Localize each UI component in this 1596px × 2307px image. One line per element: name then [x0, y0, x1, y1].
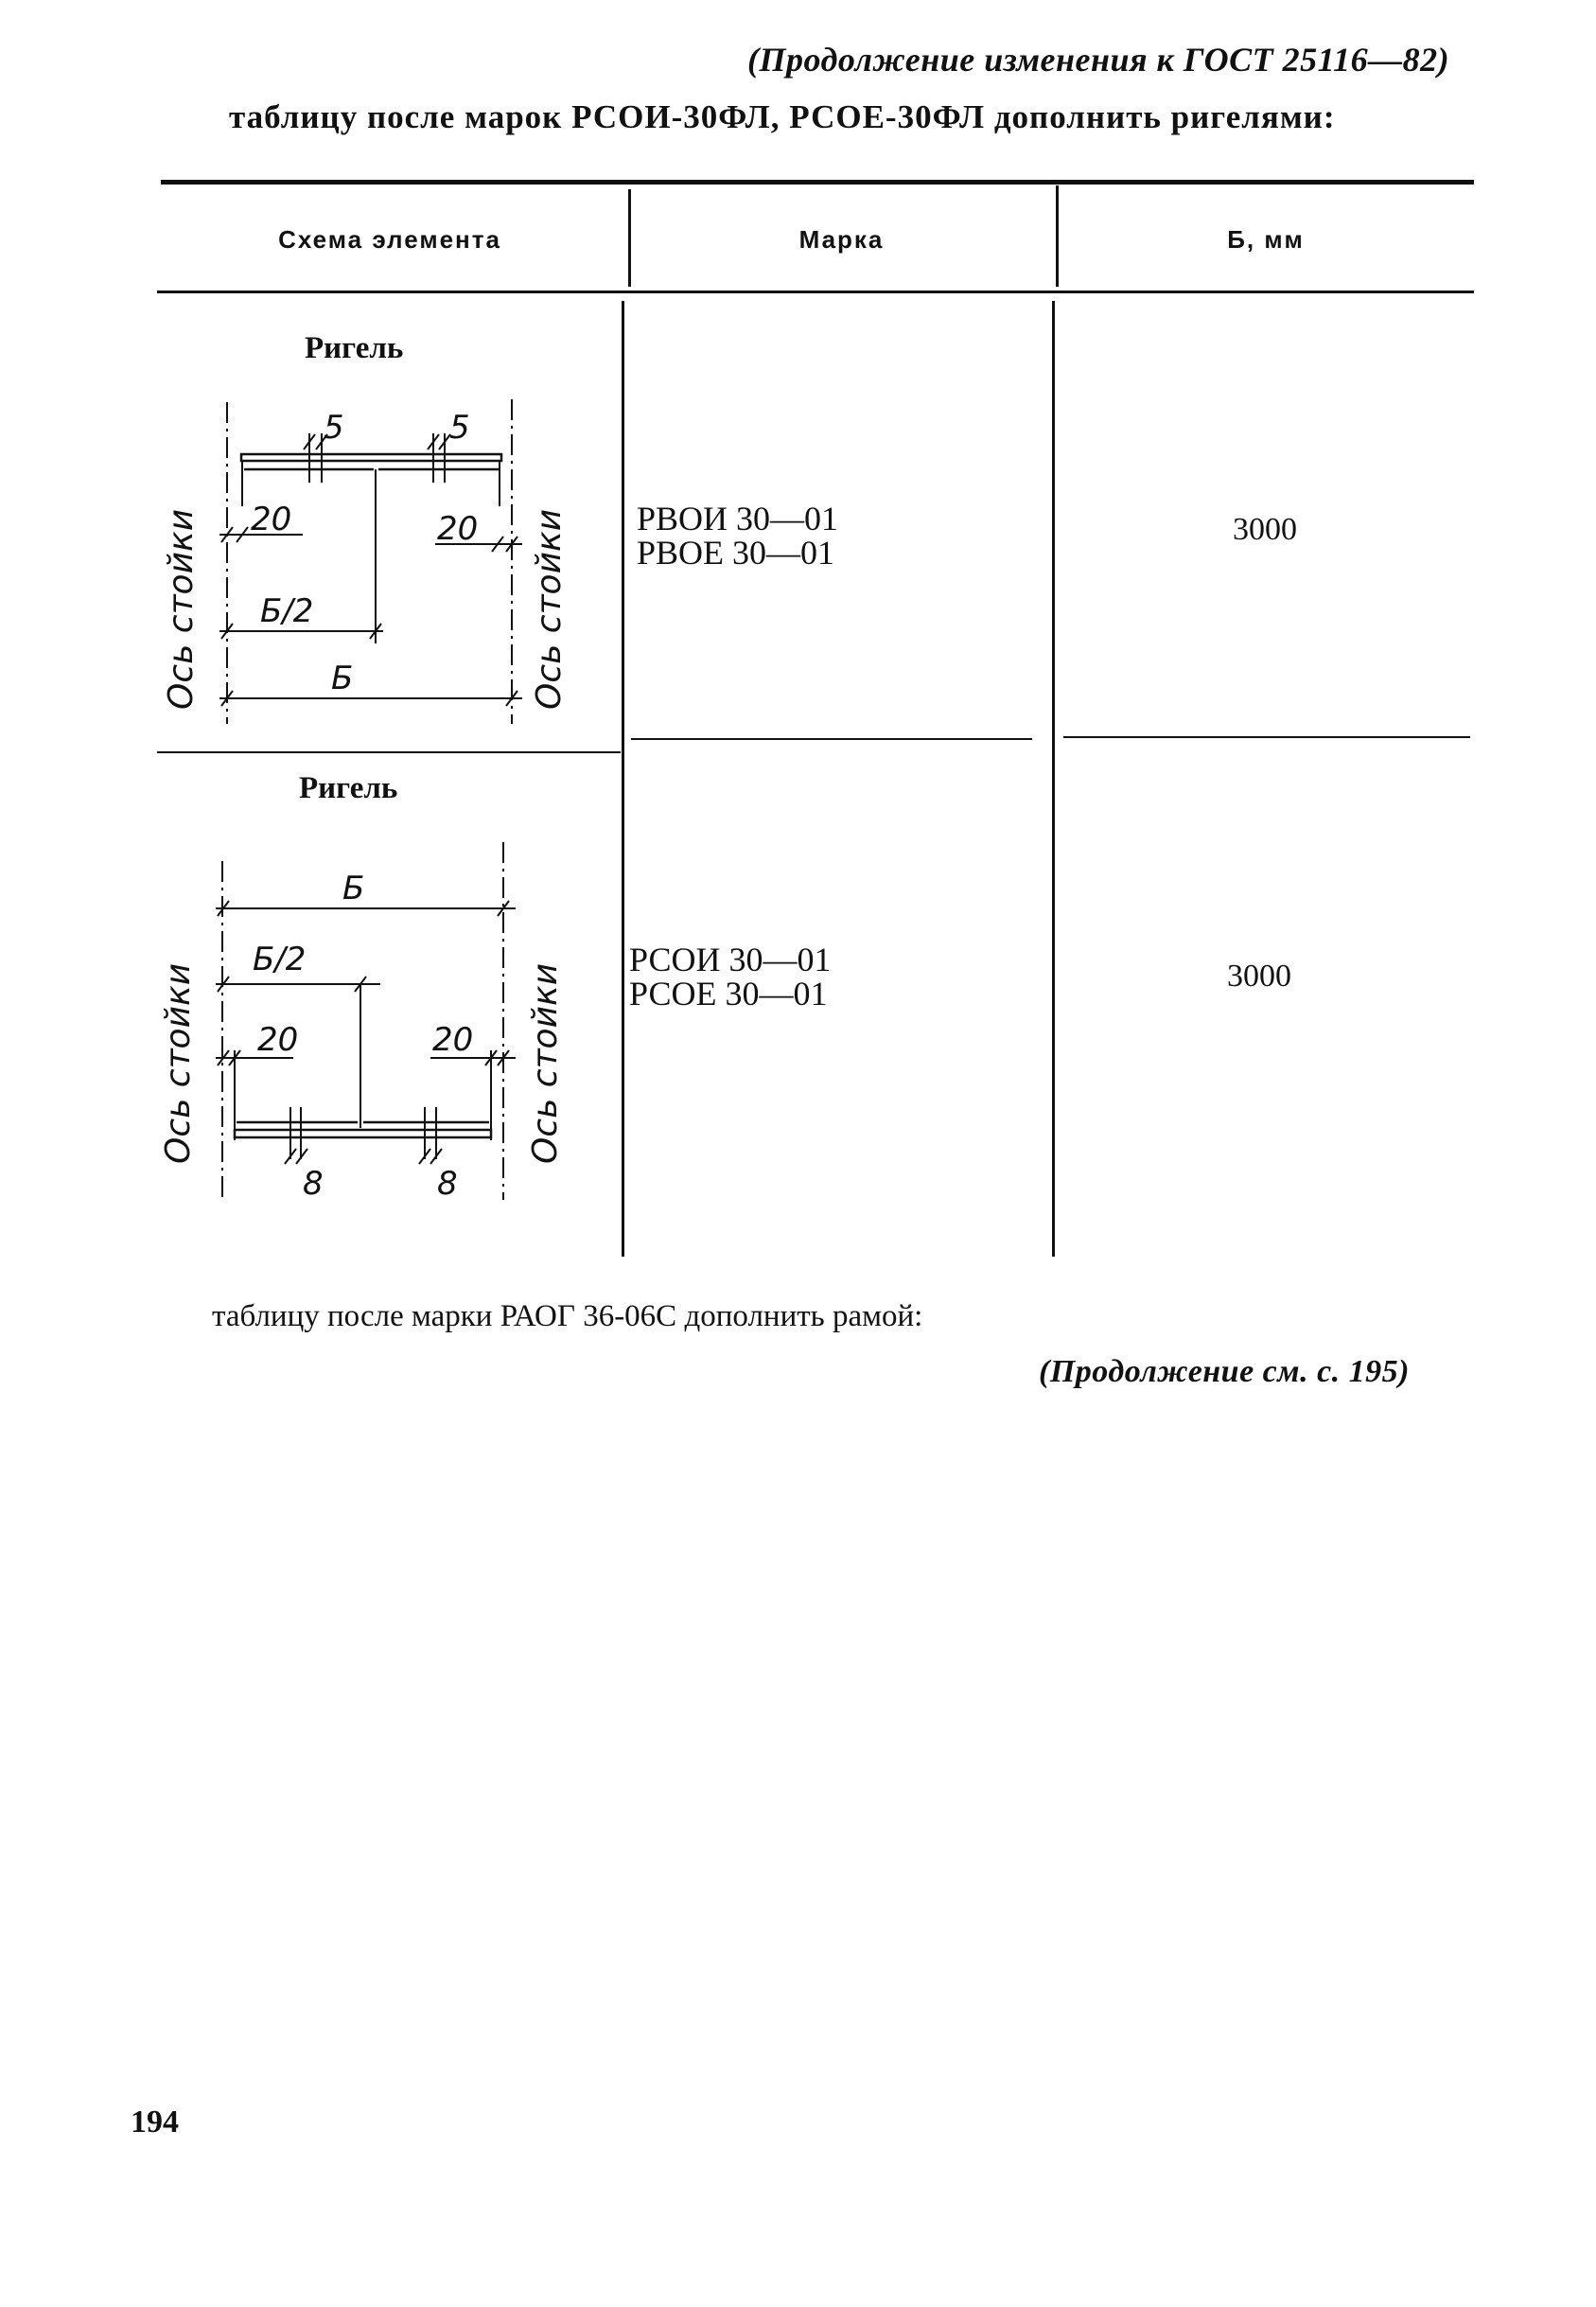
dim-20-right-2: 20 — [432, 1021, 474, 1059]
axis-label-right-2: Ось стойки — [526, 962, 565, 1164]
table-row-2-mark-1: РСОИ 30—01 — [629, 941, 832, 978]
dim-20-left-1: 20 — [251, 501, 292, 538]
dim-full-2: Б — [342, 870, 365, 907]
dim-top-right-1: 5 — [449, 409, 470, 447]
dim-top-left-1: 5 — [324, 409, 344, 447]
dim-bottom-right-2: 8 — [437, 1165, 458, 1203]
table-row-2-mark-2: РСОЕ 30—01 — [629, 975, 828, 1013]
axis-label-right-1: Ось стойки — [530, 508, 569, 710]
axis-label-left-2: Ось стойки — [159, 962, 198, 1164]
column-header-mark: Марка — [798, 225, 885, 254]
continuation-header: (Продолжение изменения к ГОСТ 25116—82) — [747, 41, 1450, 79]
table-row-1-element-label: Ригель — [305, 331, 404, 365]
after-table-text: таблицу после марки РАОГ 36-06С дополнить рамой: — [212, 1299, 923, 1333]
continuation-note: (Продолжение см. с. 195) — [1039, 1354, 1410, 1389]
table-row-1-mark-2: РВОЕ 30—01 — [637, 534, 835, 572]
dim-half-1: Б/2 — [260, 592, 314, 630]
intro-text: таблицу после марок РСОИ-30ФЛ, РСОЕ-30ФЛ дополнить ригелями: — [229, 98, 1336, 135]
table-row-2-element-label: Ригель — [299, 771, 398, 805]
column-header-scheme: Схема элемента — [278, 225, 501, 254]
dim-full-1: Б — [331, 660, 354, 697]
table-row-2-b-value: 3000 — [1227, 959, 1291, 994]
dim-half-2: Б/2 — [253, 941, 307, 978]
page-number: 194 — [131, 2104, 179, 2140]
dim-20-right-1: 20 — [437, 510, 479, 548]
dim-20-left-2: 20 — [257, 1021, 299, 1059]
dim-bottom-left-2: 8 — [303, 1165, 324, 1203]
table-row-1-b-value: 3000 — [1233, 512, 1297, 547]
axis-label-left-1: Ось стойки — [162, 508, 201, 710]
column-header-b: Б, мм — [1227, 225, 1305, 254]
table-row-1-mark-1: РВОИ 30—01 — [637, 500, 839, 537]
